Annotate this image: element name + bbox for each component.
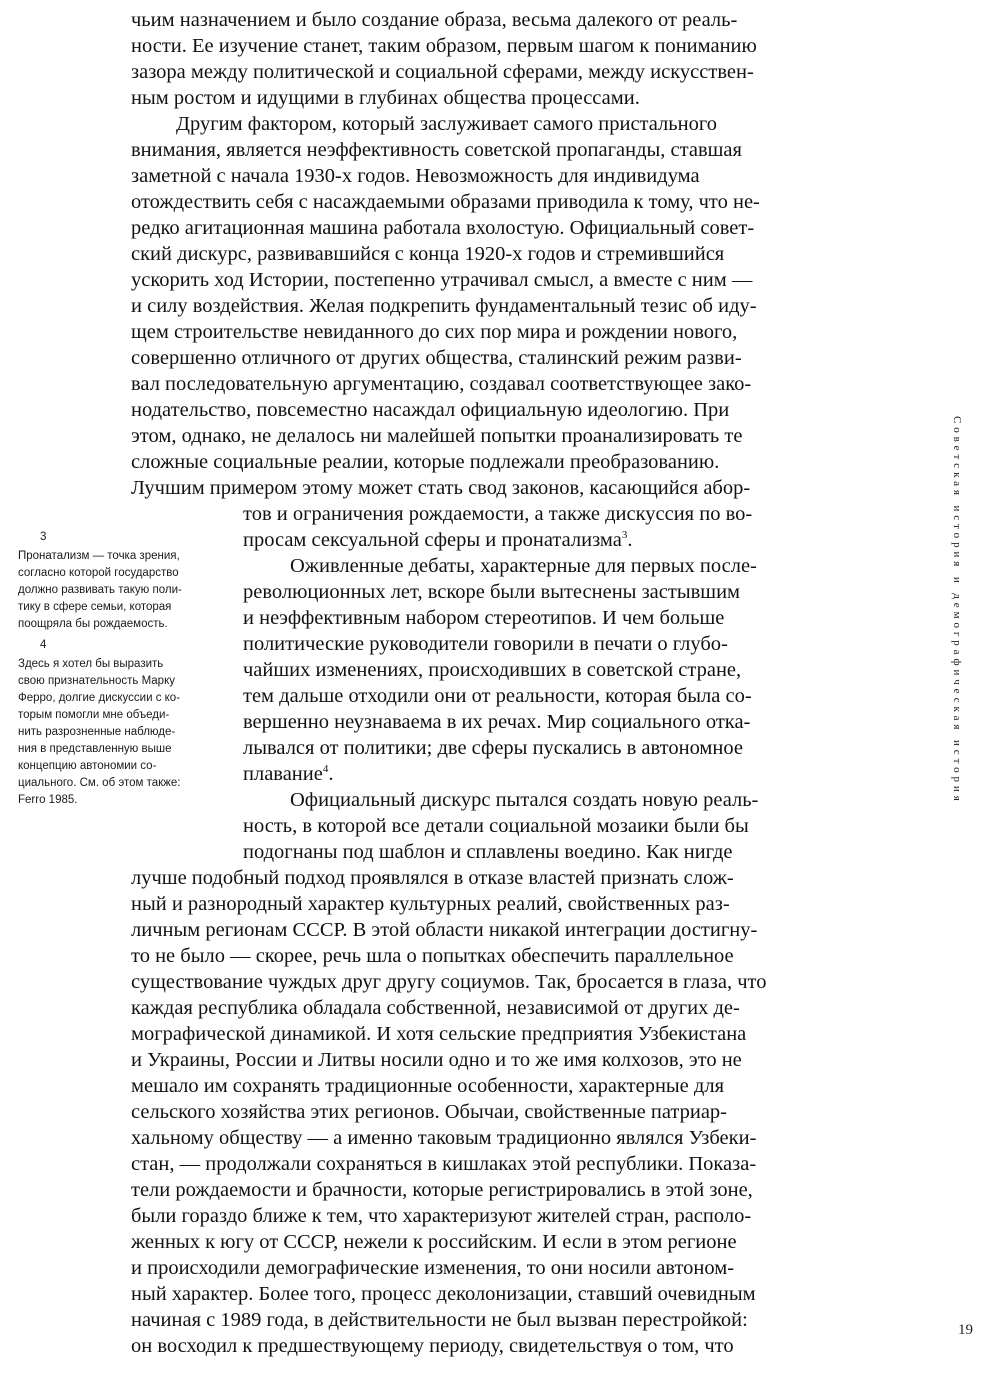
footnote-line: Ферро, долгие дискуссии с ко-	[18, 692, 181, 704]
text-line: мографической динамикой. И хотя сельские предприятия Узбекистана	[131, 1023, 747, 1045]
footnote-ref-4: 4	[322, 763, 329, 776]
footnote-line: нить разрозненные наблюде-	[18, 726, 176, 738]
text-line: внимания, является неэффективность советской пропаганды, ставшая	[131, 139, 742, 161]
text-line: вершенно неузнаваема в их речах. Мир социального отка-	[243, 711, 751, 733]
footnote-ref-3: 3	[621, 529, 628, 542]
text-line: чьим назначением и было создание образа, весьма далекого от реаль-	[131, 9, 738, 31]
footnote-line: согласно которой государство	[18, 567, 179, 579]
footnote-line: поощряла бы рождаемость.	[18, 618, 168, 630]
footnote-line: тику в сфере семьи, которая	[18, 601, 172, 613]
text-line: щем строительстве невиданного до сих пор мира и рождении нового,	[131, 321, 738, 343]
text-line: тем дальше отходили они от реальности, которая была со-	[243, 685, 752, 707]
text-line: ный характер. Более того, процесс деколонизации, ставший очевидным	[131, 1283, 756, 1305]
text-line: Другим фактором, который заслуживает самого пристального	[176, 113, 717, 135]
text-line: этом, однако, не делалось ни малейшей попытки проанализировать те	[131, 425, 743, 447]
text-line: и Украины, России и Литвы носили одно и то же имя колхозов, это не	[131, 1049, 742, 1071]
text-line: тов и ограничения рождаемости, а также дискуссия по во-	[243, 503, 753, 525]
footnote-line: должно развивать такую поли-	[18, 584, 182, 596]
footnote-line: Пронатализм — точка зрения,	[18, 550, 180, 562]
text-line: заметной с начала 1930-х годов. Невозможность для индивидума	[131, 165, 700, 187]
text-line: вал последовательную аргументацию, создавал соответствующее зако-	[131, 373, 752, 395]
text-line: Лучшим примером этому может стать свод законов, касающийся абор-	[131, 477, 751, 499]
text-line: ным ростом и идущими в глубинах общества процессами.	[131, 87, 640, 109]
text-line: чайших изменениях, происходивших в советской стране,	[243, 659, 742, 681]
text-line: хальному обществу — а именно таковым традиционно являлся Узбеки-	[131, 1127, 757, 1149]
text-line: и происходили демографические изменения, то они носили автоном-	[131, 1257, 735, 1279]
footnote-line: Ferro 1985.	[18, 794, 78, 806]
text-line: стан, — продолжали сохраняться в кишлаках этой республики. Показа-	[131, 1153, 757, 1175]
text-line: тели рождаемости и брачности, которые регистрировались в этой зоне,	[131, 1179, 753, 1201]
footnote-line: свою признательность Марку	[18, 675, 175, 687]
text-line: Официальный дискурс пытался создать новую реаль-	[290, 789, 759, 811]
text-line: он восходил к предшествующему периоду, свидетельствуя о том, что	[131, 1335, 734, 1357]
page-number: 19	[958, 1322, 973, 1338]
text-line: нодательство, повсеместно насаждал официальную идеологию. При	[131, 399, 730, 421]
text-line: лучше подобный подход проявлялся в отказе властей признать слож-	[131, 867, 734, 889]
text-line: политические руководители говорили в печати о глубо-	[243, 633, 728, 655]
text-line: революционных лет, вскоре были вытеснены застывшим	[243, 581, 741, 603]
footnote-number: 4	[40, 639, 47, 651]
text-line: и неэффективным набором стереотипов. И чем больше	[243, 607, 725, 629]
text-line: мешало им сохранять традиционные особенности, характерные для	[131, 1075, 724, 1097]
footnote-line: Здесь я хотел бы выразить	[18, 658, 164, 670]
text-line: ности. Ее изучение станет, таким образом, первым шагом к пониманию	[131, 35, 757, 57]
text-line: отождествить себя с насаждаемыми образами приводила к тому, что не-	[131, 191, 760, 213]
text-line: редко агитационная машина работала вхолостую. Официальный совет-	[131, 217, 755, 239]
text-line: зазора между политической и социальной сферами, между искусствен-	[131, 61, 754, 83]
text-line: совершенно отличного от других общества, сталинский режим разви-	[131, 347, 742, 369]
footnote-number: 3	[40, 531, 47, 543]
footnote-line: концепцию автономии со-	[18, 760, 157, 772]
text-line: просам сексуальной сферы и пронатализма$^3$.	[243, 529, 633, 551]
text-line: ускорить ход Истории, постепенно утрачивал смысл, а вместе с ним —	[131, 269, 753, 291]
text-line: были гораздо ближе к тем, что характеризуют жителей стран, располо-	[131, 1205, 752, 1227]
text-line: лывался от политики; две сферы пускались в автономное	[243, 737, 743, 759]
text-line: ность, в которой все детали социальной мозаики были бы	[243, 815, 749, 837]
text-line: Оживленные дебаты, характерные для первых после-	[290, 555, 757, 577]
footnote-line: ния в представленную выше	[18, 743, 172, 755]
text-line: плавание$^4$.	[243, 763, 334, 785]
text-line: подогнаны под шаблон и сплавлены воедино. Как нигде	[243, 841, 733, 863]
text-line: начиная с 1989 года, в действительности не был вызван перестройкой:	[131, 1309, 748, 1331]
text-line: сельского хозяйства этих регионов. Обычаи, свойственные патриар-	[131, 1101, 728, 1123]
text-line: женных к югу от СССР, нежели к российским. И если в этом регионе	[131, 1231, 737, 1253]
text-line: сложные социальные реалии, которые подлежали преобразованию.	[131, 451, 720, 473]
running-head: Советская история и демографическая история	[951, 416, 963, 805]
footnote-line: циального. См. об этом также:	[18, 777, 181, 789]
text-line: то не было — скорее, речь шла о попытках обеспечить параллельное	[131, 945, 734, 967]
text-line: личным регионам СССР. В этой области никакой интеграции достигну-	[131, 919, 758, 941]
text-line: каждая республика обладала собственной, независимой от других де-	[131, 997, 740, 1019]
text-line: ный и разнородный характер культурных реалий, свойственных раз-	[131, 893, 730, 915]
footnote-line: торым помогли мне объеди-	[18, 709, 170, 721]
text-line: и силу воздействия. Желая подкрепить фундаментальный тезис об иду-	[131, 295, 757, 317]
text-line: существование чуждых друг другу социумов. Так, бросается в глаза, что	[131, 971, 767, 993]
text-line: ский дискурс, развивавшийся с конца 1920-х годов и стремившийся	[131, 243, 725, 265]
